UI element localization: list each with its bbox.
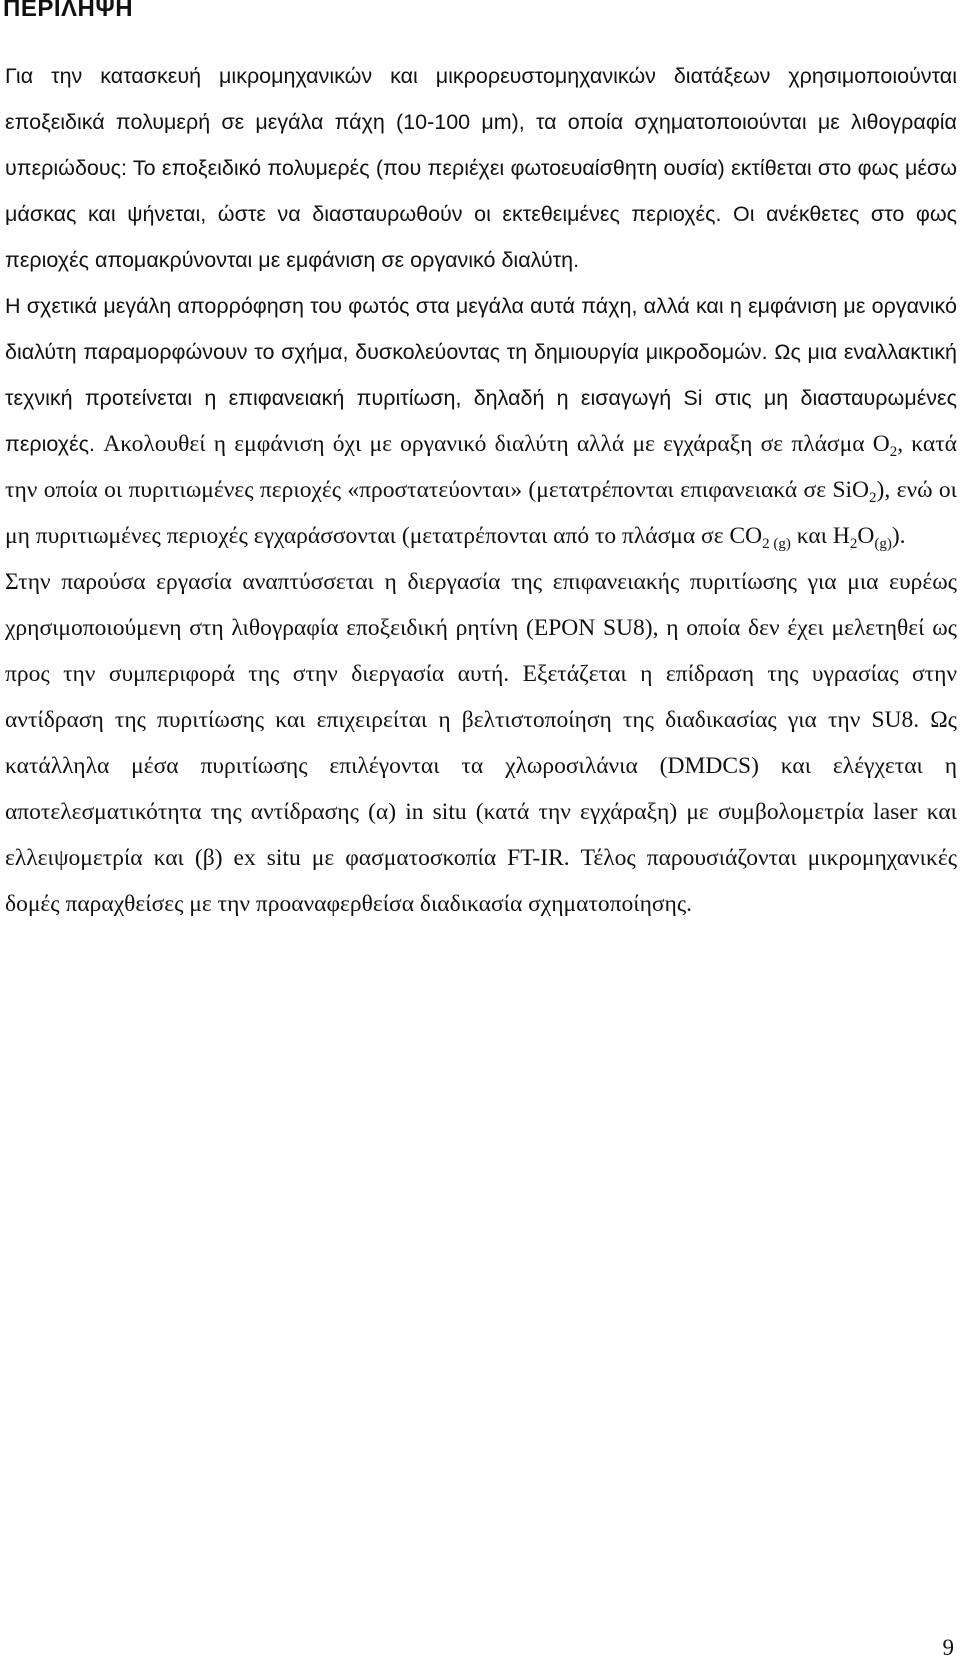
subscript-h2: 2 [849,536,858,552]
page-number: 9 [942,1635,954,1660]
paragraph-2-part-2e: O [857,523,875,549]
paragraph-2 [5,283,957,559]
paragraph-2-part-2f: ). [891,523,906,549]
paragraph-2-part-2d: και H [790,523,850,549]
subscript-sio2: 2 [869,490,877,506]
subscript-co2: 2 (g) [762,536,791,552]
paragraph-2-part-2b: , κατά την οποία οι πυριτιωμένες περιοχές «προστατεύονται» (μετατρέπονται επιφανειακά σε SiO [5,431,957,503]
subscript-gas: (g) [874,536,892,552]
subscript-o2: 2 [889,444,898,460]
abstract-body [5,53,957,927]
paragraph-3: Στην παρούσα εργασία αναπτύσσεται η διεργασία της επιφανειακής πυριτίωσης για μια ευρέως χρησιμοποιούμενη στη λιθογραφία εποξειδική ρητίνη (EPON SU8), η οποία δεν έχει μελετηθεί ως προς την συμπεριφορά της στην διεργασία αυτή. Εξετάζεται η επίδραση της υγρασίας στην αντίδραση της πυριτίωσης και επιχειρείται η βελτιστοποίηση της διαδικασίας για την SU8. Ως κατάλληλα μέσα πυριτίωσης επιλέγονται τα χλωροσιλάνια (DMDCS) και ελέγχεται η αποτελεσματικότητα της αντίδρασης (α) in situ (κατά την εγχάραξη) με συμβολομετρία laser και ελλειψομετρία και (β) ex situ με φασματοσκοπία FT-IR. Τέλος παρουσιάζονται μικρομηχανικές δομές παραχθείσες με την προαναφερθείσα διαδικασία σχηματοποίησης. [5,569,957,917]
paragraph-2-part-2a: Ακολουθεί η εμφάνιση όχι με οργανικό διαλύτη αλλά με εγχάραξη σε πλάσμα O [103,431,890,457]
abstract-heading: ΠΕΡΙΛΗΨΗ [3,0,134,22]
paragraph-2-part-2c: ), ενώ οι μη πυριτιωμένες περιοχές εγχαράσσονται (μετατρέπονται από το πλάσμα σε CO [5,477,957,549]
paragraph-1: Για την κατασκευή μικρομηχανικών και μικρορευστομηχανικών διατάξεων χρησιμοποιούνται εποξειδικά πολυμερή σε μεγάλα πάχη (10-100 μm), τα οποία σχηματοποιούνται με λιθογραφία υπεριώδους: Το εποξειδικό πολυμερές (που περιέχει φωτοευαίσθητη ουσία) εκτίθεται στο φως μέσω μάσκας και ψήνεται, ώστε να διασταυρωθούν οι εκτεθειμένες περιοχές. Οι ανέκθετες στο φως περιοχές απομακρύνονται με εμφάνιση σε οργανικό διαλύτη. [5,64,957,272]
paragraph-2-part-1: Η σχετικά μεγάλη απορρόφηση του φωτός στα μεγάλα αυτά πάχη, αλλά και η εμφάνιση με οργανικό διαλύτη παραμορφώνουν το σχήμα, δυσκολεύοντας τη δημιουργία μικροδομών. Ως μια εναλλακτική τεχνική προτείνεται η επιφανειακή πυριτίωση, δηλαδή η εισαγωγή Si στις μη διασταυρωμένες περιοχές. [5,294,957,456]
